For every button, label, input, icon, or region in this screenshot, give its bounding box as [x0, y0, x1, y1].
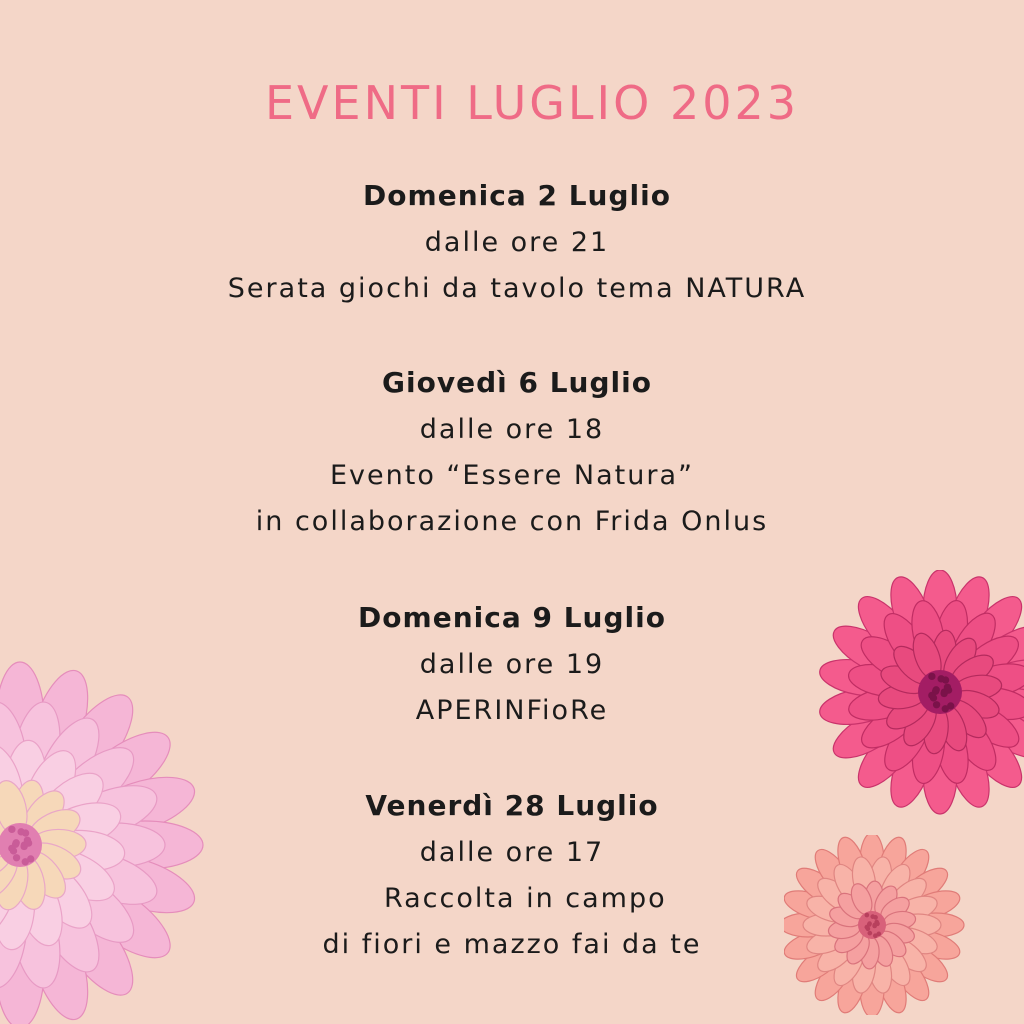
event-description: APERINFioRe: [415, 695, 609, 726]
event-day: Domenica 9 Luglio: [358, 601, 666, 634]
event-description: Serata giochi da tavolo tema NATURA: [227, 273, 807, 304]
pink-dahlia-illustration: [0, 650, 240, 1024]
event-description: Raccolta in campo: [373, 883, 667, 914]
peach-dahlia-illustration: [784, 835, 966, 1015]
event-block: [0, 172, 1024, 312]
event-description: in collaborazione con Frida Onlus: [255, 506, 769, 537]
event-day: Venerdì 28 Luglio: [365, 789, 659, 822]
event-time: dalle ore 18: [419, 414, 605, 445]
event-description: Evento “Essere Natura”: [329, 460, 695, 491]
event-day: Domenica 2 Luglio: [363, 179, 671, 212]
event-time: dalle ore 17: [419, 837, 605, 868]
event-time: dalle ore 21: [424, 227, 610, 258]
magenta-dahlia-illustration: [812, 570, 1024, 820]
event-description: di fiori e mazzo fai da te: [322, 929, 702, 960]
event-time: dalle ore 19: [419, 649, 605, 680]
page-title: EVENTI LUGLIO 2023: [264, 76, 800, 130]
event-block: [0, 359, 1024, 545]
event-day: Giovedì 6 Luglio: [382, 366, 652, 399]
